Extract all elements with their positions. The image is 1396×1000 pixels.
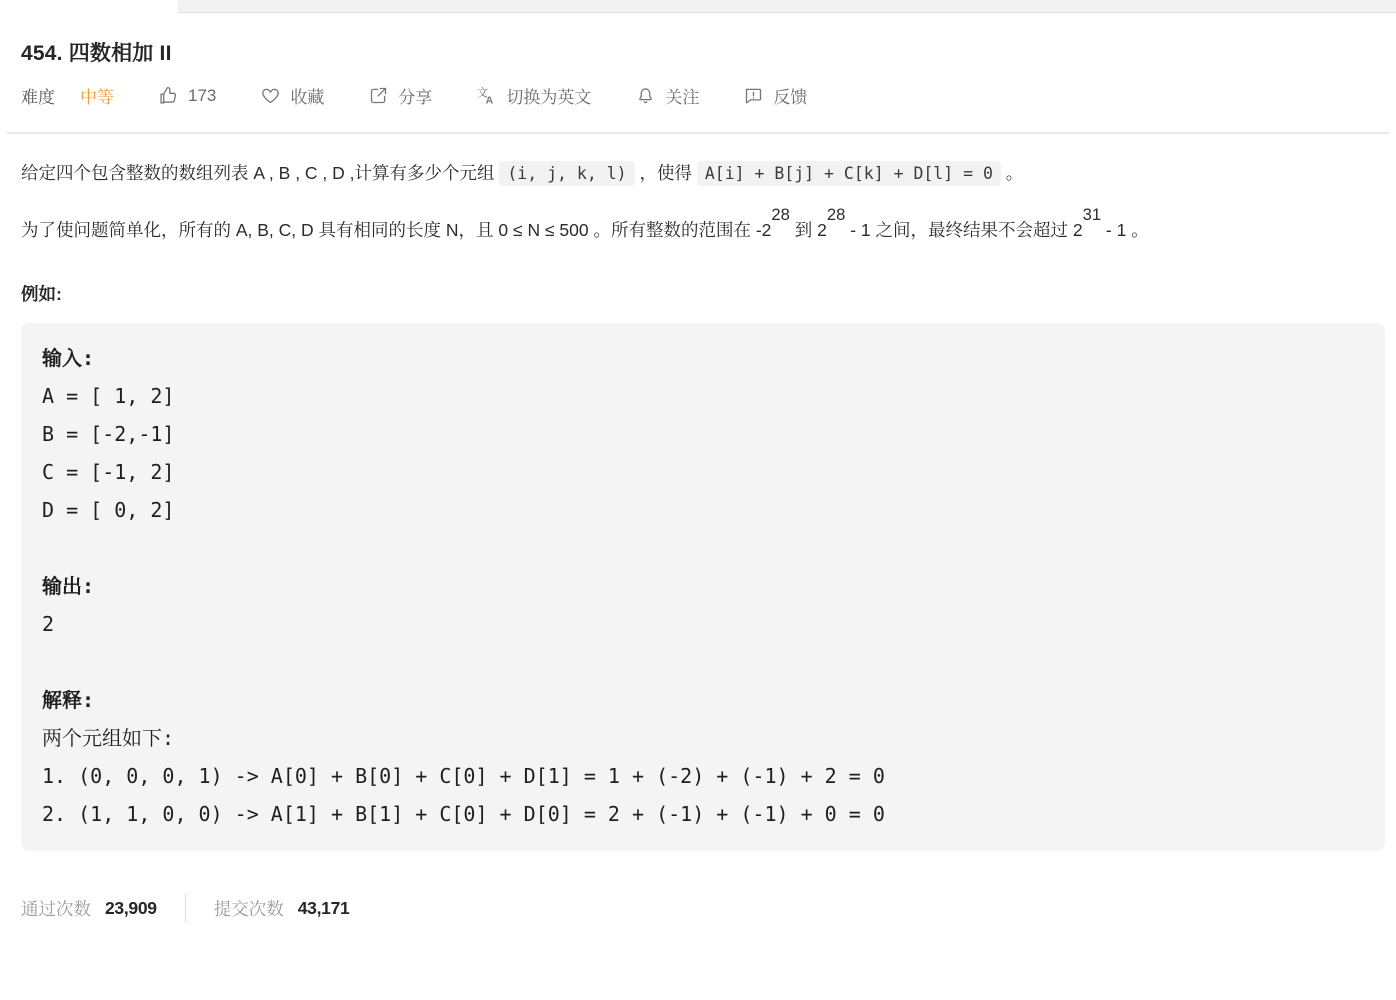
text-run: - 1 之间，最终结果不会超过 2 xyxy=(845,220,1083,240)
example-code-line: 两个元组如下: xyxy=(42,726,175,750)
tab-strip-inactive-area[interactable] xyxy=(178,0,1396,13)
text-run: 。 xyxy=(1000,163,1024,183)
problem-description xyxy=(21,156,1375,247)
submitted-count-label: 提交次数 xyxy=(213,898,284,919)
description-paragraph xyxy=(21,205,1375,247)
example-code-line: 2 xyxy=(42,612,55,636)
heart-icon xyxy=(260,85,281,106)
inline-code: (i, j, k, l) xyxy=(499,161,634,186)
submitted-count-value: 43,171 xyxy=(297,897,350,918)
example-code-line: A = [ 1, 2] xyxy=(42,384,175,408)
example-code-line: 2. (1, 1, 0, 0) -> A[1] + B[1] + C[0] + D[0] = 2 + (-1) + (-1) + 0 = 0 xyxy=(42,802,885,826)
inline-code: A[i] + B[j] + C[k] + D[l] = 0 xyxy=(697,161,1001,186)
footer-stats xyxy=(21,894,1375,922)
example-code-line: D = [ 0, 2] xyxy=(42,498,175,522)
example-code-line: 输入: xyxy=(42,346,95,370)
example-code-line: B = [-2,-1] xyxy=(42,422,175,446)
description-paragraph xyxy=(21,156,1375,191)
follow-label: 关注 xyxy=(665,88,700,107)
problem-meta-row xyxy=(21,83,1375,108)
superscript: 31 xyxy=(1082,205,1102,225)
svg-text:A: A xyxy=(486,94,494,106)
example-code-line: 1. (0, 0, 0, 1) -> A[0] + B[0] + C[0] + D[1] = 1 + (-2) + (-1) + 2 = 0 xyxy=(42,764,885,788)
text-run: 给定四个包含整数的数组列表 A , B , C , D ,计算有多少个元组 xyxy=(21,163,500,183)
favorite-label: 收藏 xyxy=(290,88,325,107)
text-run: 到 2 xyxy=(789,220,827,240)
text-run: ，使得 xyxy=(634,163,697,183)
superscript: 28 xyxy=(771,205,790,225)
example-code-line xyxy=(42,529,1364,567)
favorite-button[interactable] xyxy=(260,83,324,108)
example-code-line: C = [-1, 2] xyxy=(42,460,175,484)
problem-title: 454. 四数相加 II xyxy=(21,42,172,65)
feedback-button[interactable] xyxy=(743,83,807,108)
thumbs-up-icon xyxy=(158,85,179,106)
share-label: 分享 xyxy=(398,88,433,107)
example-label: 例如: xyxy=(21,284,62,304)
example-code-line xyxy=(42,643,1364,681)
text-run: - 1 。 xyxy=(1101,220,1149,240)
switch-language-label: 切换为英文 xyxy=(506,88,592,107)
share-button[interactable] xyxy=(368,83,432,108)
like-count: 173 xyxy=(188,85,217,105)
share-icon xyxy=(368,85,389,106)
bell-icon xyxy=(635,85,656,106)
footer-vertical-divider xyxy=(185,894,186,922)
accepted-count-value: 23,909 xyxy=(105,897,157,918)
feedback-label: 反馈 xyxy=(773,88,808,107)
difficulty-badge: 中等 xyxy=(80,88,114,107)
translate-icon xyxy=(476,85,497,106)
difficulty-label: 难度 xyxy=(21,88,55,107)
feedback-icon xyxy=(743,85,764,106)
like-button[interactable] xyxy=(158,85,216,106)
example-code-block xyxy=(21,323,1385,851)
difficulty-group xyxy=(21,83,114,108)
example-code-line: 输出: xyxy=(42,574,95,598)
follow-button[interactable] xyxy=(635,83,699,108)
svg-text:文: 文 xyxy=(477,87,489,100)
example-code-line: 解释: xyxy=(42,688,95,712)
section-divider xyxy=(7,132,1389,134)
text-run: 为了使问题简单化，所有的 A, B, C, D 具有相同的长度 N，且 0 ≤ N ≤ 500 。所有整数的范围在 -2 xyxy=(21,220,772,240)
switch-language-button[interactable] xyxy=(476,83,591,108)
superscript: 28 xyxy=(826,205,846,225)
accepted-count-label: 通过次数 xyxy=(21,898,91,919)
tab-strip xyxy=(0,0,1396,14)
problem-content xyxy=(0,41,1396,922)
